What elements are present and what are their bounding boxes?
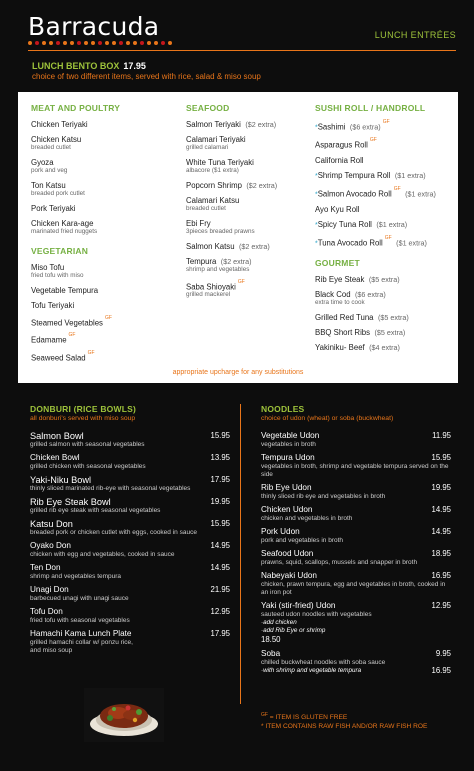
- list-item: BBQ Short Ribs ($5 extra): [315, 328, 406, 338]
- list-item: Yakiniku- Beef ($4 extra): [315, 343, 400, 353]
- bento-column-2: [186, 103, 306, 303]
- list-item: Salmon Katsu ($2 extra): [186, 242, 270, 251]
- raw-fish-icon: *: [315, 190, 318, 198]
- raw-fish-legend: * ITEM CONTAINS RAW FISH AND/OR RAW FISH ROE: [261, 723, 428, 731]
- addon-price: 16.95: [431, 666, 451, 675]
- bento-options-panel: [18, 92, 458, 383]
- list-item: Rib Eye Udon 19.95 thinly sliced rib eye and vegetables in broth: [261, 483, 451, 500]
- gluten-free-icon: GF: [393, 185, 401, 192]
- gluten-free-legend: $^{GF}$ = ITEM IS GLUTEN FREE: [261, 712, 348, 722]
- noodles-heading: NOODLES: [261, 404, 305, 414]
- list-item: Chicken Kara-age marinated fried nuggets: [31, 219, 98, 235]
- list-item: Grilled Red Tuna ($5 extra): [315, 313, 409, 323]
- legend: [261, 712, 427, 732]
- list-item: Katsu Don 15.95 breaded pork or chicken cutlet with eggs, cooked in sauce: [30, 519, 230, 536]
- bento-title-label: LUNCH BENTO BOX: [32, 61, 120, 71]
- meat-heading: MEAT AND POULTRY: [31, 103, 121, 113]
- list-item: Ton Katsu breaded pork cutlet: [31, 181, 85, 197]
- list-item: Rib Eye Steak ($5 extra): [315, 275, 400, 285]
- donburi-subtitle: all donburi's served with miso soup: [30, 415, 136, 422]
- list-item: Yaki (stir-fried) Udon 12.95 sauteed udon noodles with vegetables ·add chicken ·add Rib Eye or shrimp 18.50: [261, 601, 451, 644]
- raw-fish-icon: *: [315, 172, 318, 180]
- list-item: Popcorn Shrimp ($2 extra): [186, 181, 278, 190]
- logo-text: Barracuda: [28, 12, 160, 41]
- gluten-free-icon: GF: [87, 349, 95, 356]
- list-item: Black Cod ($6 extra) extra time to cook: [315, 290, 386, 307]
- raw-fish-icon: *: [315, 240, 318, 248]
- vegetarian-heading: VEGETARIAN: [31, 246, 89, 256]
- raw-fish-icon: *: [315, 221, 318, 229]
- list-item: Calamari Katsu breaded cutlet: [186, 196, 240, 212]
- list-item: Tempura ($2 extra) shrimp and vegetables: [186, 257, 252, 273]
- list-item: *Tuna Avocado Roll$^{GF}$ ($1 extra): [315, 234, 427, 248]
- gluten-free-icon: GF: [369, 137, 377, 144]
- list-item: Salmon Bowl 15.95 grilled salmon with seasonal vegetables: [30, 431, 230, 448]
- noodles-section: [261, 404, 451, 679]
- list-item: Steamed Vegetables$^{GF}$: [31, 315, 112, 328]
- bento-column-3: [315, 103, 453, 356]
- list-item: Hamachi Kama Lunch Plate 17.95 grilled hamachi collar w/ ponzu rice, and miso soup: [30, 629, 230, 654]
- list-item: Yaki-Niku Bowl 17.95 thinly sliced marinated rib-eye with seasonal vegetables: [30, 475, 230, 492]
- list-item: Edamame$^{GF}$: [31, 332, 76, 345]
- column-divider: [240, 404, 241, 704]
- list-item: Chicken Udon 14.95 chicken and vegetables in broth: [261, 505, 451, 522]
- list-item: Chicken Teriyaki: [31, 120, 88, 129]
- list-item: Soba 9.95 chilled buckwheat noodles with soba sauce ·with shrimp and vegetable tempura 16.95: [261, 649, 451, 675]
- list-item: Ten Don 14.95 shrimp and vegetables tempura: [30, 563, 230, 580]
- list-item: Vegetable Tempura: [31, 286, 99, 295]
- list-item: Ebi Fry 3pieces breaded prawns: [186, 219, 255, 235]
- list-item: Salmon Teriyaki ($2 extra): [186, 120, 277, 129]
- bento-title: [32, 61, 146, 71]
- addon-option: ·add chicken: [261, 619, 297, 626]
- list-item: Calamari Teriyaki grilled calamari: [186, 135, 246, 151]
- list-item: *Sashimi ($6 extra)$^{GF}$: [315, 119, 390, 132]
- list-item: *Shrimp Tempura Roll ($1 extra): [315, 170, 426, 180]
- addon-option: ·with shrimp and vegetable tempura: [261, 667, 362, 674]
- list-item: Chicken Katsu breaded cutlet: [31, 135, 82, 151]
- list-item: Oyako Don 14.95 chicken with egg and vegetables, cooked in sauce: [30, 541, 230, 558]
- addon-option: ·add Rib Eye or shrimp: [261, 627, 326, 634]
- list-item: California Roll: [315, 155, 364, 165]
- list-item: Saba Shioyaki$^{GF}$ grilled mackerel: [186, 279, 245, 299]
- list-item: Seaweed Salad$^{GF}$: [31, 349, 95, 362]
- gluten-free-icon: GF: [382, 119, 390, 125]
- logo-dots: [28, 41, 172, 45]
- raw-fish-icon: *: [315, 124, 318, 132]
- gluten-free-icon: GF: [261, 712, 268, 718]
- donburi-section: [30, 404, 230, 659]
- bento-subtitle: choice of two different items, served with rice, salad & miso soup: [32, 72, 261, 81]
- seafood-heading: SEAFOOD: [186, 103, 230, 113]
- menu-header: [0, 0, 474, 92]
- list-item: Pork Udon 14.95 pork and vegetables in broth: [261, 527, 451, 544]
- header-divider: [28, 50, 456, 51]
- list-item: Chicken Bowl 13.95 grilled chicken with seasonal vegetables: [30, 453, 230, 470]
- barracuda-logo: [28, 14, 172, 45]
- bento-price: 17.95: [123, 61, 146, 71]
- list-item: *Spicy Tuna Roll ($1 extra): [315, 219, 408, 229]
- gluten-free-icon: GF: [68, 332, 76, 339]
- upcharge-note: appropriate upcharge for any substitutions: [172, 369, 304, 376]
- list-item: Vegetable Udon 11.95 vegetables in broth: [261, 431, 451, 448]
- gourmet-heading: GOURMET: [315, 258, 360, 269]
- donburi-heading: DONBURI (RICE BOWLS): [30, 404, 136, 414]
- list-item: Gyoza pork and veg: [31, 158, 68, 174]
- list-item: Nabeyaki Udon 16.95 chicken, prawn tempura, egg and vegetables in broth, cooked in an iron pot: [261, 571, 451, 596]
- list-item: *Salmon Avocado Roll$^{GF}$ ($1 extra): [315, 185, 436, 198]
- sushi-heading: SUSHI ROLL / HANDROLL: [315, 103, 426, 113]
- gluten-free-icon: GF: [384, 234, 392, 241]
- gluten-free-icon: GF: [104, 315, 112, 321]
- list-item: Miso Tofu fried tofu with miso: [31, 263, 84, 279]
- list-item: Unagi Don 21.95 barbecued unagi with unagi sauce: [30, 585, 230, 602]
- gluten-free-icon: GF: [237, 279, 245, 285]
- food-photo: [84, 688, 164, 742]
- bento-column-1: [31, 103, 176, 366]
- list-item: Tofu Teriyaki: [31, 301, 75, 310]
- list-item: Seafood Udon 18.95 prawns, squid, scallops, mussels and snapper in broth: [261, 549, 451, 566]
- section-title: LUNCH ENTRÉES: [374, 30, 456, 40]
- noodles-subtitle: choice of udon (wheat) or soba (buckwheat): [261, 415, 394, 422]
- list-item: White Tuna Teriyaki albacore ($1 extra): [186, 158, 254, 174]
- list-item: Tempura Udon 15.95 vegetables in broth, shrimp and vegetable tempura served on the side: [261, 453, 451, 478]
- list-item: Ayo Kyu Roll: [315, 204, 360, 214]
- list-item: Tofu Don 12.95 fried tofu with seasonal vegetables: [30, 607, 230, 624]
- list-item: Rib Eye Steak Bowl 19.95 grilled rib eye steak with seasonal vegetables: [30, 497, 230, 514]
- list-item: Asparagus Roll$^{GF}$: [315, 137, 377, 150]
- list-item: Pork Teriyaki: [31, 204, 76, 213]
- addon-price: 18.50: [261, 635, 281, 644]
